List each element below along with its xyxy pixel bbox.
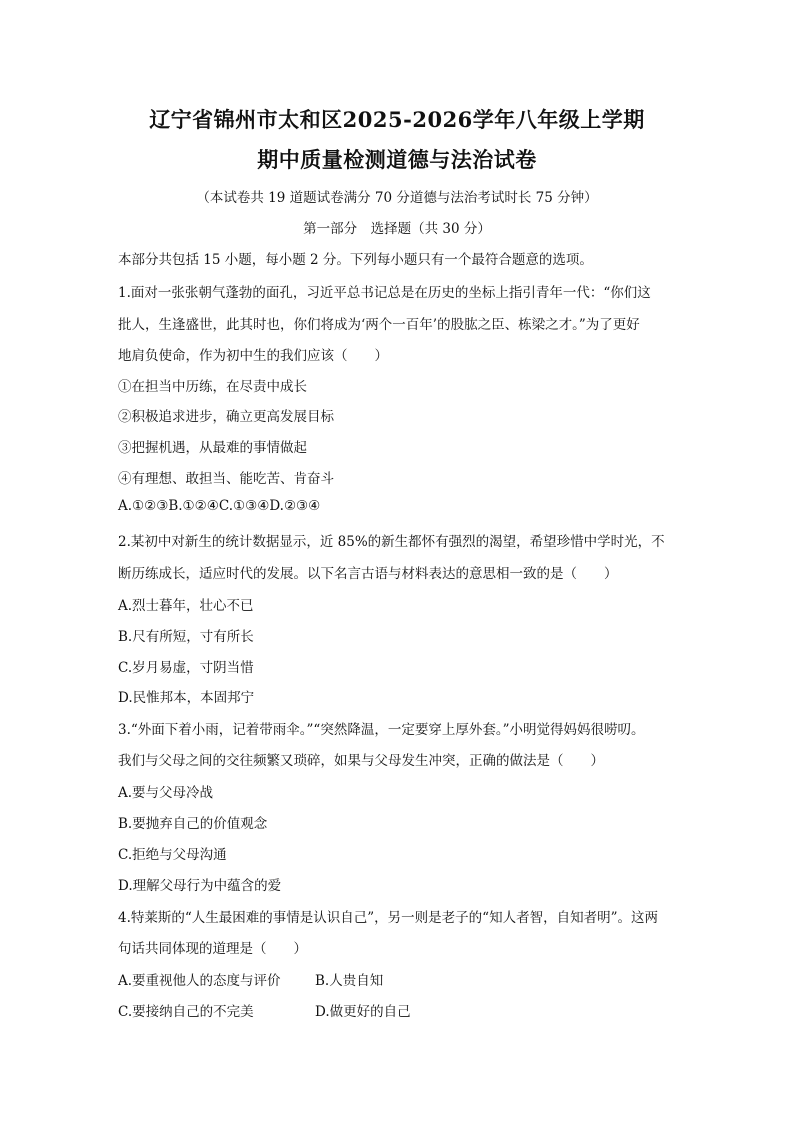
q4-option-a: A.要重视他人的态度与评价 bbox=[118, 973, 281, 989]
section-heading: 第一部分 选择题（共 30 分） bbox=[303, 221, 491, 237]
exam-info: （本试卷共 19 道题试卷满分 70 分道德与法治考试时长 75 分钟） bbox=[196, 190, 598, 206]
q3-option-b: B.要抛弃自己的价值观念 bbox=[118, 816, 268, 832]
q1-stem-line2: 批人，生逢盛世，此其时也，你们将成为‘两个一百年’的股肱之臣、栋梁之才。”为了更好 bbox=[118, 317, 640, 333]
q2-option-b: B.尺有所短，寸有所长 bbox=[118, 629, 254, 645]
q3-stem-line1: 3.“外面下着小雨，记着带雨伞。”“突然降温，一定要穿上厚外套。”小明觉得妈妈很唠叨。 bbox=[118, 722, 645, 738]
q1-statement-3: ③把握机遇，从最难的事情做起 bbox=[118, 440, 307, 456]
q4-option-d: D.做更好的自己 bbox=[315, 1004, 411, 1020]
q3-option-a: A.要与父母冷战 bbox=[118, 785, 214, 801]
q2-option-d: D.民惟邦本，本固邦宁 bbox=[118, 690, 255, 706]
q1-stem-line3: 地肩负使命，作为初中生的我们应该（ ） bbox=[118, 348, 388, 364]
q4-stem-line2: 句话共同体现的道理是（ ） bbox=[118, 941, 307, 957]
q2-option-a: A.烈士暮年，壮心不已 bbox=[118, 598, 254, 614]
q2-stem-line1: 2.某初中对新生的统计数据显示，近 85%的新生都怀有强烈的渴望，希望珍惜中学时光，不 bbox=[118, 534, 665, 550]
q1-stem-line1: 1.面对一张张朝气蓬勃的面孔，习近平总书记总是在历史的坐标上指引青年一代：“你们这 bbox=[118, 285, 651, 301]
q3-stem-line2: 我们与父母之间的交往频繁又琐碎，如果与父母发生冲突，正确的做法是（ ） bbox=[118, 753, 604, 769]
q1-options: A.①②③B.①②④C.①③④D.②③④ bbox=[118, 498, 321, 514]
section-instruction: 本部分共包括 15 小题，每小题 2 分。下列每小题只有一个最符合题意的选项。 bbox=[118, 252, 593, 268]
q4-option-b: B.人贵自知 bbox=[315, 973, 384, 989]
q2-stem-line2: 断历练成长，适应时代的发展。以下名言古语与材料表达的意思相一致的是（ ） bbox=[118, 566, 618, 582]
exam-title-line1: 辽宁省锦州市太和区2025-2026学年八年级上学期 bbox=[149, 107, 645, 132]
q4-option-c: C.要接纳自己的不完美 bbox=[118, 1004, 254, 1020]
q3-option-c: C.拒绝与父母沟通 bbox=[118, 847, 227, 863]
q1-statement-4: ④有理想、敢担当、能吃苦、肯奋斗 bbox=[118, 471, 334, 487]
exam-title-line2: 期中质量检测道德与法治试卷 bbox=[257, 147, 537, 172]
q4-stem-line1: 4.特莱斯的“人生最困难的事情是认识自己”，另一则是老子的“知人者智，自知者明”。这两 bbox=[118, 910, 658, 926]
q3-option-d: D.理解父母行为中蕴含的爱 bbox=[118, 878, 282, 894]
q1-statement-1: ①在担当中历练，在尽责中成长 bbox=[118, 379, 307, 395]
q2-option-c: C.岁月易虚，寸阴当惜 bbox=[118, 660, 254, 676]
q1-statement-2: ②积极追求进步，确立更高发展目标 bbox=[118, 409, 334, 425]
